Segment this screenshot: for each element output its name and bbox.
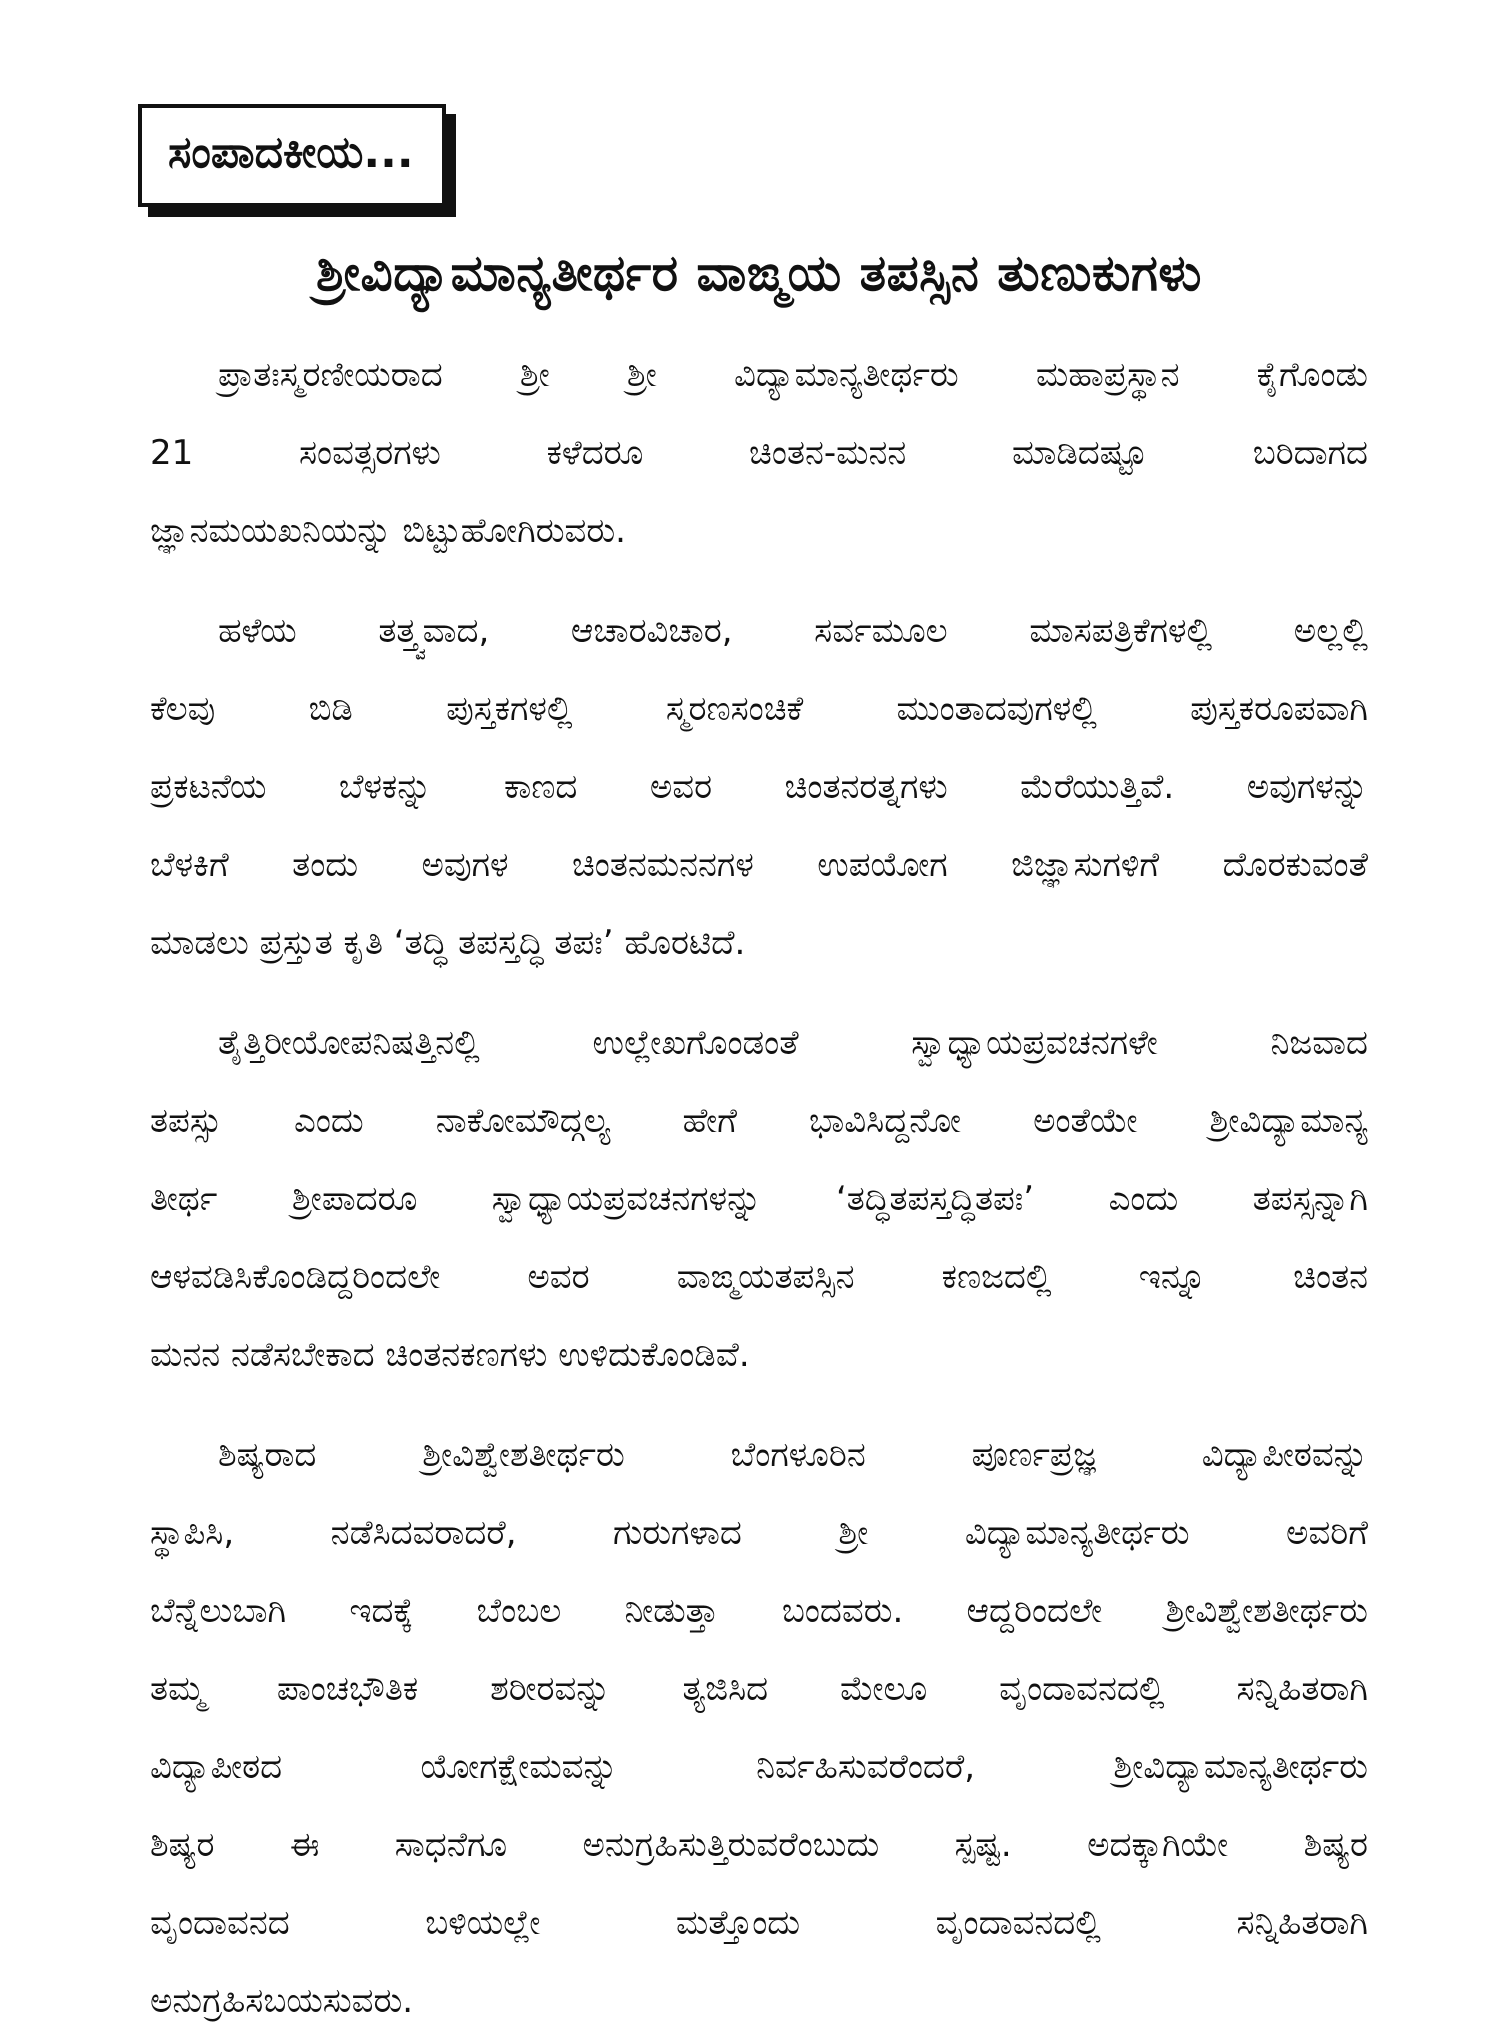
paragraph-line: ತಮ್ಮ ಪಾಂಚಭೌತಿಕ ಶರೀರವನ್ನು ತ್ಯಜಿಸಿದ ಮೇಲೂ ವೃಂದಾವನದಲ್ಲಿ ಸನ್ನಿಹಿತರಾಗಿ [150, 1668, 1368, 1709]
paragraph-3 [150, 1004, 1368, 1394]
paragraph-line: ಶಿಷ್ಯರಾದ ಶ್ರೀವಿಶ್ವೇಶತೀರ್ಥರು ಬೆಂಗಳೂರಿನ ಪೂರ್ಣಪ್ರಜ್ಞ ವಿದ್ಯಾಪೀಠವನ್ನು [218, 1434, 1368, 1475]
paragraph-line: ಕೆಲವು ಬಿಡಿ ಪುಸ್ತಕಗಳಲ್ಲಿ ಸ್ಮರಣಸಂಚಿಕೆ ಮುಂತಾದವುಗಳಲ್ಲಿ ಪುಸ್ತಕರೂಪವಾಗಿ [150, 688, 1368, 729]
paragraph-line: ಆಳವಡಿಸಿಕೊಂಡಿದ್ದರಿಂದಲೇ ಅವರ ವಾಙ್ಮಯತಪಸ್ಸಿನ ಕಣಜದಲ್ಲಿ ಇನ್ನೂ ಚಿಂತನ [150, 1256, 1368, 1297]
paragraph-line: ತೀರ್ಥ ಶ್ರೀಪಾದರೂ ಸ್ವಾಧ್ಯಾಯಪ್ರವಚನಗಳನ್ನು ‘ತದ್ಧಿತಪಸ್ತದ್ಧಿತಪಃ’ ಎಂದು ತಪಸ್ಸನ್ನಾಗಿ [150, 1178, 1368, 1219]
section-label: ಸಂಪಾದಕೀಯ... [138, 104, 446, 207]
paragraph-1 [150, 336, 1368, 570]
paragraph-line: ಜ್ಞಾನಮಯಖನಿಯನ್ನು ಬಿಟ್ಟುಹೋಗಿರುವರು. [150, 510, 626, 551]
paragraph-2 [150, 592, 1368, 982]
paragraph-line: ಬೆಳಕಿಗೆ ತಂದು ಅವುಗಳ ಚಿಂತನಮನನಗಳ ಉಪಯೋಗ ಜಿಜ್ಞಾಸುಗಳಿಗೆ ದೊರಕುವಂತೆ [150, 844, 1368, 885]
paragraph-line: ಹಳೆಯ ತತ್ತ್ವವಾದ, ಆಚಾರವಿಚಾರ, ಸರ್ವಮೂಲ ಮಾಸಪತ್ರಿಕೆಗಳಲ್ಲಿ ಅಲ್ಲಲ್ಲಿ [218, 610, 1368, 651]
paragraph-line: ಶಿಷ್ಯರ ಈ ಸಾಧನೆಗೂ ಅನುಗ್ರಹಿಸುತ್ತಿರುವರೆಂಬುದು ಸ್ಪಷ್ಟ. ಅದಕ್ಕಾಗಿಯೇ ಶಿಷ್ಯರ [150, 1824, 1368, 1865]
paragraph-line: 21 ಸಂವತ್ಸರಗಳು ಕಳೆದರೂ ಚಿಂತನ-ಮನನ ಮಾಡಿದಷ್ಟೂ ಬರಿದಾಗದ [150, 432, 1368, 473]
paragraph-line: ತೈತ್ತಿರೀಯೋಪನಿಷತ್ತಿನಲ್ಲಿ ಉಲ್ಲೇಖಗೊಂಡಂತೆ ಸ್ವಾಧ್ಯಾಯಪ್ರವಚನಗಳೇ ನಿಜವಾದ [218, 1022, 1368, 1063]
section-label-box [138, 104, 446, 207]
paragraph-line: ಪ್ರಾತಃಸ್ಮರಣೀಯರಾದ ಶ್ರೀ ಶ್ರೀ ವಿದ್ಯಾಮಾನ್ಯತೀರ್ಥರು ಮಹಾಪ್ರಸ್ಥಾನ ಕೈಗೊಂಡು [218, 354, 1368, 395]
paragraph-line: ಮನನ ನಡೆಸಬೇಕಾದ ಚಿಂತನಕಣಗಳು ಉಳಿದುಕೊಂಡಿವೆ. [150, 1334, 750, 1375]
paragraph-4 [150, 1416, 1368, 2040]
paragraph-line: ಸ್ಥಾಪಿಸಿ, ನಡೆಸಿದವರಾದರೆ, ಗುರುಗಳಾದ ಶ್ರೀ ವಿದ್ಯಾಮಾನ್ಯತೀರ್ಥರು ಅವರಿಗೆ [150, 1512, 1368, 1553]
paragraph-line: ಅನುಗ್ರಹಿಸಬಯಸುವರು. [150, 1980, 414, 2021]
paragraph-line: ಬೆನ್ನೆಲುಬಾಗಿ ಇದಕ್ಕೆ ಬೆಂಬಲ ನೀಡುತ್ತಾ ಬಂದವರು. ಆದ್ದರಿಂದಲೇ ಶ್ರೀವಿಶ್ವೇಶತೀರ್ಥರು [150, 1590, 1368, 1631]
paragraph-line: ಮಾಡಲು ಪ್ರಸ್ತುತ ಕೃತಿ ‘ತದ್ಧಿ ತಪಸ್ತದ್ಧಿ ತಪಃ’ ಹೊರಟಿದೆ. [150, 922, 746, 963]
paragraph-line: ಪ್ರಕಟನೆಯ ಬೆಳಕನ್ನು ಕಾಣದ ಅವರ ಚಿಂತನರತ್ನಗಳು ಮೆರೆಯುತ್ತಿವೆ. ಅವುಗಳನ್ನು [150, 766, 1368, 807]
paragraph-line: ವೃಂದಾವನದ ಬಳಿಯಲ್ಲೇ ಮತ್ತೊಂದು ವೃಂದಾವನದಲ್ಲಿ ಸನ್ನಿಹಿತರಾಗಿ [150, 1902, 1368, 1943]
paragraph-line: ತಪಸ್ಸು ಎಂದು ನಾಕೋಮೌದ್ಗಲ್ಯ ಹೇಗೆ ಭಾವಿಸಿದ್ದನೋ ಅಂತೆಯೇ ಶ್ರೀವಿದ್ಯಾಮಾನ್ಯ [150, 1100, 1368, 1141]
article-title: ಶ್ರೀವಿದ್ಯಾಮಾನ್ಯತೀರ್ಥರ ವಾಙ್ಮಯ ತಪಸ್ಸಿನ ತುಣುಕುಗಳು [316, 243, 1202, 302]
paragraph-line: ವಿದ್ಯಾಪೀಠದ ಯೋಗಕ್ಷೇಮವನ್ನು ನಿರ್ವಹಿಸುವರೆಂದರೆ, ಶ್ರೀವಿದ್ಯಾಮಾನ್ಯತೀರ್ಥರು [150, 1746, 1368, 1787]
